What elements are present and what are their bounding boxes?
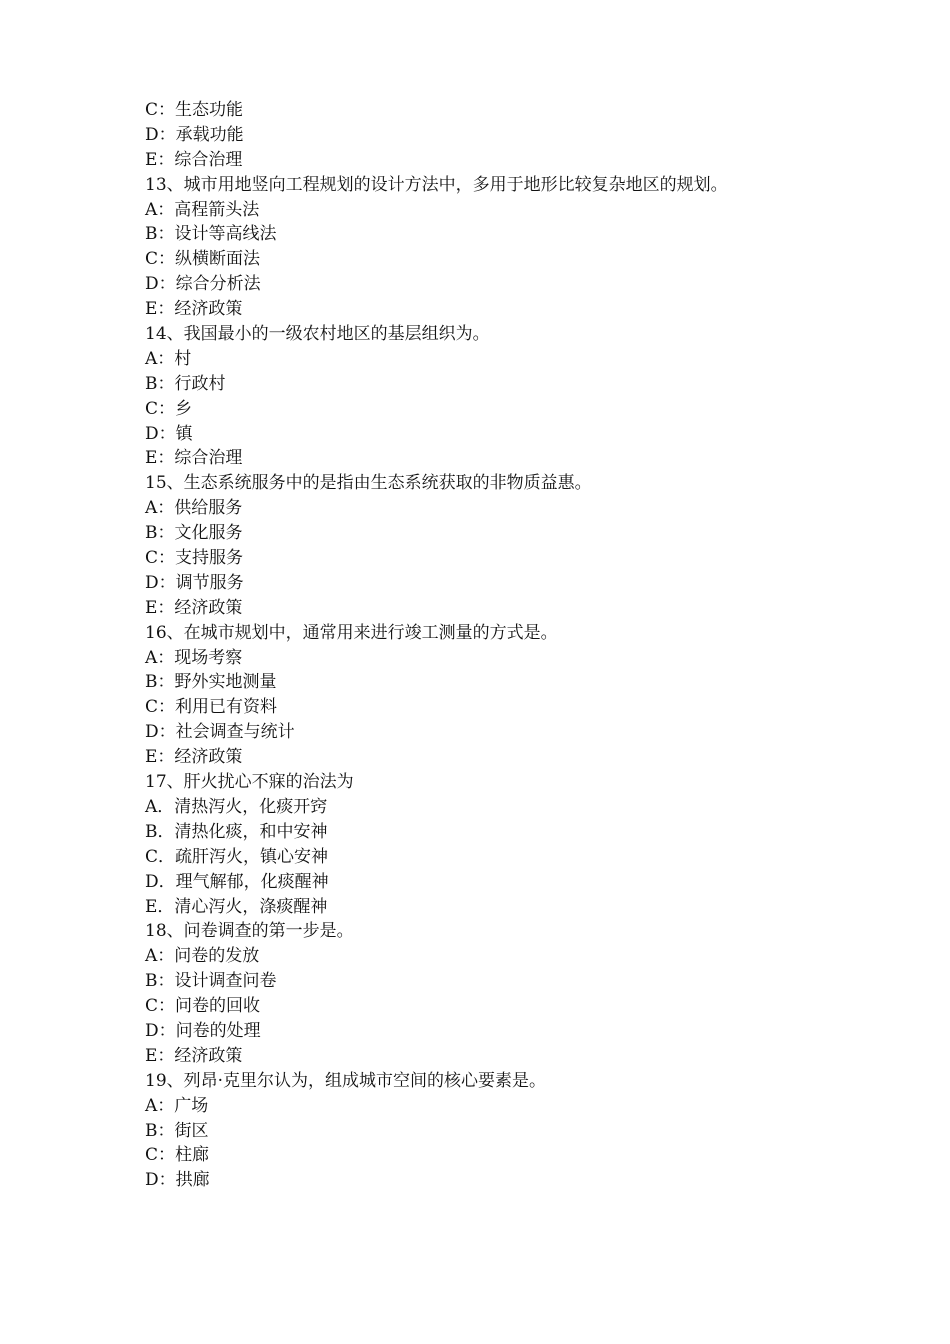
option-a: A：村 [145, 348, 192, 369]
option-d: D：综合分析法 [145, 274, 261, 295]
option-d: D．理气解郁，化痰醒神 [145, 871, 329, 892]
option-e: E：经济政策 [145, 1045, 243, 1066]
option-d: D：拱廊 [145, 1170, 210, 1191]
option-d: D：调节服务 [145, 572, 244, 593]
option-c: C：柱廊 [145, 1145, 210, 1166]
option-e: E：经济政策 [145, 597, 243, 618]
question-17: 17、肝火扰心不寐的治法为 [145, 772, 354, 793]
option-a: A：广场 [145, 1095, 209, 1116]
option-c: C：问卷的回收 [145, 996, 261, 1017]
option-b: B：设计调查问卷 [145, 971, 277, 992]
option-b: B：街区 [145, 1120, 209, 1141]
option-a: A：高程箭头法 [145, 199, 260, 220]
option-a: A：现场考察 [145, 647, 243, 668]
option-c: C：纵横断面法 [145, 249, 261, 270]
option-b: B：行政村 [145, 373, 226, 394]
option-a: A．清热泻火，化痰开窍 [145, 796, 328, 817]
option-e: E：经济政策 [145, 299, 243, 320]
option-b: B：设计等高线法 [145, 224, 277, 245]
question-14: 14、我国最小的一级农村地区的基层组织为。 [145, 324, 490, 345]
document-body [145, 98, 905, 1193]
question-16: 16、在城市规划中，通常用来进行竣工测量的方式是。 [145, 622, 558, 643]
option-d: D：社会调查与统计 [145, 722, 295, 743]
option-e: E．清心泻火，涤痰醒神 [145, 896, 328, 917]
option-e: E：经济政策 [145, 747, 243, 768]
option-b: B：文化服务 [145, 523, 243, 544]
option-a: A：供给服务 [145, 498, 243, 519]
option-e: E：综合治理 [145, 448, 243, 469]
option-a: A：问卷的发放 [145, 946, 260, 967]
option-c: C．疏肝泻火，镇心安神 [145, 846, 329, 867]
option-e: E：综合治理 [145, 149, 243, 170]
question-18: 18、问卷调查的第一步是。 [145, 921, 354, 942]
option-c: C：支持服务 [145, 548, 244, 569]
option-c: C：利用已有资料 [145, 697, 278, 718]
option-d: D：镇 [145, 423, 193, 444]
option-d: D：承载功能 [145, 124, 244, 145]
question-13: 13、城市用地竖向工程规划的设计方法中，多用于地形比较复杂地区的规划。 [145, 174, 728, 195]
option-c: C：乡 [145, 398, 193, 419]
question-19: 19、列昂·克里尔认为，组成城市空间的核心要素是。 [145, 1070, 547, 1091]
option-b: B：野外实地测量 [145, 672, 277, 693]
option-c: C：生态功能 [145, 100, 244, 120]
question-15: 15、生态系统服务中的是指由生态系统获取的非物质益惠。 [145, 473, 592, 494]
option-d: D：问卷的处理 [145, 1020, 261, 1041]
option-b: B．清热化痰，和中安神 [145, 821, 328, 842]
